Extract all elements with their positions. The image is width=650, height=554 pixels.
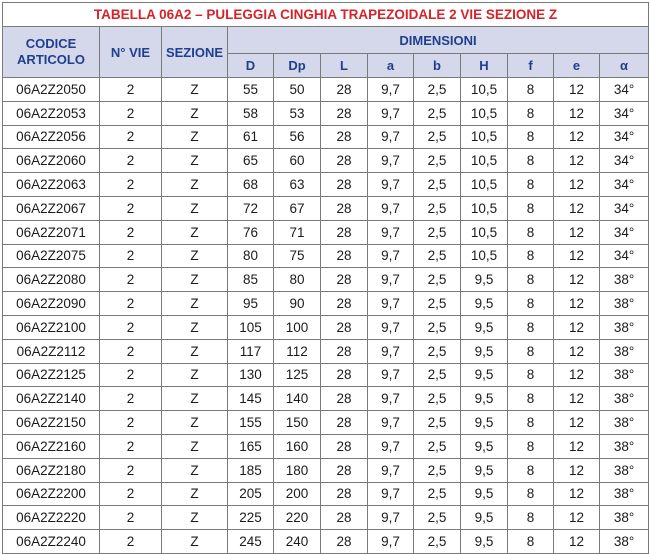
cell-h: 9,5 — [461, 458, 508, 482]
cell-l: 28 — [321, 458, 368, 482]
cell-alpha: 34° — [600, 196, 649, 220]
cell-f: 8 — [508, 292, 554, 316]
cell-alpha: 38° — [600, 458, 649, 482]
header-dim-dp: Dp — [274, 54, 321, 78]
cell-h: 9,5 — [461, 506, 508, 530]
cell-dp: 125 — [274, 363, 321, 387]
table-row — [3, 220, 649, 244]
cell-l: 28 — [321, 268, 368, 292]
cell-codice-articolo: 06A2Z2071 — [3, 220, 100, 244]
cell-h: 9,5 — [461, 387, 508, 411]
table-row — [3, 173, 649, 197]
header-n-vie: N° VIE — [100, 27, 162, 78]
table-row — [3, 196, 649, 220]
cell-e: 12 — [554, 363, 600, 387]
cell-e: 12 — [554, 387, 600, 411]
cell-a: 9,7 — [368, 268, 414, 292]
cell-b: 2,5 — [414, 482, 461, 506]
cell-f: 8 — [508, 78, 554, 102]
cell-b: 2,5 — [414, 149, 461, 173]
cell-h: 9,5 — [461, 268, 508, 292]
cell-alpha: 34° — [600, 149, 649, 173]
cell-codice-articolo: 06A2Z2112 — [3, 339, 100, 363]
cell-a: 9,7 — [368, 125, 414, 149]
cell-a: 9,7 — [368, 458, 414, 482]
cell-f: 8 — [508, 196, 554, 220]
cell-a: 9,7 — [368, 78, 414, 102]
cell-n-vie: 2 — [100, 458, 162, 482]
cell-a: 9,7 — [368, 387, 414, 411]
cell-d: 225 — [228, 506, 274, 530]
cell-n-vie: 2 — [100, 506, 162, 530]
cell-d: 165 — [228, 434, 274, 458]
cell-codice-articolo: 06A2Z2063 — [3, 173, 100, 197]
cell-dp: 50 — [274, 78, 321, 102]
cell-dp: 220 — [274, 506, 321, 530]
cell-n-vie: 2 — [100, 244, 162, 268]
cell-dp: 180 — [274, 458, 321, 482]
cell-h: 10,5 — [461, 149, 508, 173]
cell-l: 28 — [321, 244, 368, 268]
cell-alpha: 38° — [600, 434, 649, 458]
cell-l: 28 — [321, 292, 368, 316]
cell-l: 28 — [321, 101, 368, 125]
cell-alpha: 38° — [600, 268, 649, 292]
cell-l: 28 — [321, 125, 368, 149]
table-row — [3, 458, 649, 482]
cell-f: 8 — [508, 458, 554, 482]
cell-e: 12 — [554, 458, 600, 482]
cell-h: 9,5 — [461, 434, 508, 458]
cell-h: 10,5 — [461, 244, 508, 268]
cell-l: 28 — [321, 434, 368, 458]
cell-b: 2,5 — [414, 196, 461, 220]
cell-dp: 71 — [274, 220, 321, 244]
cell-b: 2,5 — [414, 78, 461, 102]
cell-alpha: 34° — [600, 220, 649, 244]
cell-b: 2,5 — [414, 292, 461, 316]
cell-sezione: Z — [162, 292, 228, 316]
header-dim-alpha: α — [600, 54, 649, 78]
cell-sezione: Z — [162, 268, 228, 292]
cell-codice-articolo: 06A2Z2180 — [3, 458, 100, 482]
cell-a: 9,7 — [368, 339, 414, 363]
table-row — [3, 530, 649, 554]
cell-dp: 56 — [274, 125, 321, 149]
cell-dp: 150 — [274, 411, 321, 435]
cell-b: 2,5 — [414, 530, 461, 554]
table-title: TABELLA 06A2 – PULEGGIA CINGHIA TRAPEZOIDALE 2 VIE SEZIONE Z — [3, 3, 649, 27]
cell-alpha: 38° — [600, 411, 649, 435]
cell-h: 9,5 — [461, 292, 508, 316]
cell-b: 2,5 — [414, 125, 461, 149]
cell-sezione: Z — [162, 506, 228, 530]
cell-alpha: 34° — [600, 125, 649, 149]
table-row — [3, 506, 649, 530]
cell-b: 2,5 — [414, 315, 461, 339]
cell-sezione: Z — [162, 173, 228, 197]
cell-n-vie: 2 — [100, 482, 162, 506]
cell-codice-articolo: 06A2Z2056 — [3, 125, 100, 149]
cell-d: 72 — [228, 196, 274, 220]
cell-n-vie: 2 — [100, 530, 162, 554]
pulley-table — [2, 2, 649, 554]
cell-f: 8 — [508, 173, 554, 197]
cell-d: 61 — [228, 125, 274, 149]
cell-alpha: 34° — [600, 173, 649, 197]
cell-l: 28 — [321, 220, 368, 244]
cell-dp: 112 — [274, 339, 321, 363]
cell-codice-articolo: 06A2Z2050 — [3, 78, 100, 102]
cell-codice-articolo: 06A2Z2160 — [3, 434, 100, 458]
cell-d: 55 — [228, 78, 274, 102]
cell-b: 2,5 — [414, 387, 461, 411]
header-dim-d: D — [228, 54, 274, 78]
cell-sezione: Z — [162, 125, 228, 149]
table-row — [3, 434, 649, 458]
cell-n-vie: 2 — [100, 434, 162, 458]
header-row-1 — [3, 27, 649, 54]
cell-e: 12 — [554, 196, 600, 220]
cell-n-vie: 2 — [100, 78, 162, 102]
cell-n-vie: 2 — [100, 173, 162, 197]
cell-sezione: Z — [162, 363, 228, 387]
cell-l: 28 — [321, 196, 368, 220]
cell-l: 28 — [321, 149, 368, 173]
cell-b: 2,5 — [414, 458, 461, 482]
header-dim-f: f — [508, 54, 554, 78]
cell-dp: 240 — [274, 530, 321, 554]
cell-dp: 140 — [274, 387, 321, 411]
cell-sezione: Z — [162, 101, 228, 125]
cell-dp: 90 — [274, 292, 321, 316]
cell-alpha: 38° — [600, 339, 649, 363]
cell-f: 8 — [508, 387, 554, 411]
cell-e: 12 — [554, 482, 600, 506]
cell-d: 85 — [228, 268, 274, 292]
cell-n-vie: 2 — [100, 411, 162, 435]
cell-n-vie: 2 — [100, 149, 162, 173]
cell-sezione: Z — [162, 149, 228, 173]
cell-e: 12 — [554, 339, 600, 363]
cell-f: 8 — [508, 434, 554, 458]
table-row — [3, 292, 649, 316]
cell-e: 12 — [554, 220, 600, 244]
cell-a: 9,7 — [368, 220, 414, 244]
cell-b: 2,5 — [414, 244, 461, 268]
cell-h: 9,5 — [461, 411, 508, 435]
cell-a: 9,7 — [368, 244, 414, 268]
cell-d: 117 — [228, 339, 274, 363]
cell-a: 9,7 — [368, 363, 414, 387]
header-dim-b: b — [414, 54, 461, 78]
cell-codice-articolo: 06A2Z2053 — [3, 101, 100, 125]
cell-sezione: Z — [162, 411, 228, 435]
cell-dp: 67 — [274, 196, 321, 220]
cell-h: 9,5 — [461, 339, 508, 363]
header-dim-e: e — [554, 54, 600, 78]
cell-sezione: Z — [162, 482, 228, 506]
cell-a: 9,7 — [368, 482, 414, 506]
cell-e: 12 — [554, 173, 600, 197]
cell-a: 9,7 — [368, 196, 414, 220]
cell-codice-articolo: 06A2Z2200 — [3, 482, 100, 506]
cell-d: 245 — [228, 530, 274, 554]
table-row — [3, 244, 649, 268]
cell-e: 12 — [554, 78, 600, 102]
cell-l: 28 — [321, 482, 368, 506]
cell-f: 8 — [508, 482, 554, 506]
cell-b: 2,5 — [414, 220, 461, 244]
cell-alpha: 38° — [600, 482, 649, 506]
header-dim-h: H — [461, 54, 508, 78]
cell-dp: 160 — [274, 434, 321, 458]
cell-l: 28 — [321, 530, 368, 554]
header-dim-a: a — [368, 54, 414, 78]
cell-dp: 53 — [274, 101, 321, 125]
cell-n-vie: 2 — [100, 220, 162, 244]
cell-codice-articolo: 06A2Z2080 — [3, 268, 100, 292]
cell-a: 9,7 — [368, 506, 414, 530]
cell-d: 58 — [228, 101, 274, 125]
cell-h: 10,5 — [461, 125, 508, 149]
cell-f: 8 — [508, 244, 554, 268]
cell-b: 2,5 — [414, 101, 461, 125]
cell-l: 28 — [321, 78, 368, 102]
cell-f: 8 — [508, 506, 554, 530]
header-dimensioni: DIMENSIONI — [228, 27, 649, 54]
cell-a: 9,7 — [368, 292, 414, 316]
cell-d: 155 — [228, 411, 274, 435]
table-row — [3, 411, 649, 435]
header-dim-l: L — [321, 54, 368, 78]
cell-d: 76 — [228, 220, 274, 244]
cell-e: 12 — [554, 506, 600, 530]
cell-n-vie: 2 — [100, 315, 162, 339]
cell-e: 12 — [554, 149, 600, 173]
cell-f: 8 — [508, 363, 554, 387]
cell-alpha: 34° — [600, 101, 649, 125]
cell-n-vie: 2 — [100, 125, 162, 149]
cell-d: 145 — [228, 387, 274, 411]
cell-codice-articolo: 06A2Z2075 — [3, 244, 100, 268]
cell-alpha: 38° — [600, 315, 649, 339]
title-row — [3, 3, 649, 27]
table-row — [3, 125, 649, 149]
cell-a: 9,7 — [368, 149, 414, 173]
cell-e: 12 — [554, 292, 600, 316]
cell-sezione: Z — [162, 220, 228, 244]
cell-e: 12 — [554, 411, 600, 435]
cell-f: 8 — [508, 530, 554, 554]
cell-alpha: 38° — [600, 506, 649, 530]
cell-n-vie: 2 — [100, 387, 162, 411]
cell-e: 12 — [554, 315, 600, 339]
cell-sezione: Z — [162, 315, 228, 339]
table-row — [3, 339, 649, 363]
cell-dp: 60 — [274, 149, 321, 173]
cell-e: 12 — [554, 244, 600, 268]
cell-h: 10,5 — [461, 78, 508, 102]
cell-b: 2,5 — [414, 411, 461, 435]
table-row — [3, 149, 649, 173]
cell-e: 12 — [554, 101, 600, 125]
table-row — [3, 482, 649, 506]
cell-codice-articolo: 06A2Z2067 — [3, 196, 100, 220]
cell-sezione: Z — [162, 196, 228, 220]
cell-d: 205 — [228, 482, 274, 506]
cell-d: 105 — [228, 315, 274, 339]
cell-f: 8 — [508, 101, 554, 125]
cell-dp: 100 — [274, 315, 321, 339]
cell-a: 9,7 — [368, 434, 414, 458]
table-row — [3, 78, 649, 102]
cell-d: 68 — [228, 173, 274, 197]
cell-b: 2,5 — [414, 173, 461, 197]
cell-f: 8 — [508, 268, 554, 292]
cell-n-vie: 2 — [100, 268, 162, 292]
cell-d: 65 — [228, 149, 274, 173]
cell-alpha: 38° — [600, 530, 649, 554]
cell-alpha: 38° — [600, 363, 649, 387]
cell-a: 9,7 — [368, 315, 414, 339]
table-row — [3, 268, 649, 292]
table-row — [3, 387, 649, 411]
cell-sezione: Z — [162, 458, 228, 482]
cell-l: 28 — [321, 173, 368, 197]
cell-f: 8 — [508, 339, 554, 363]
cell-codice-articolo: 06A2Z2150 — [3, 411, 100, 435]
cell-f: 8 — [508, 315, 554, 339]
cell-h: 9,5 — [461, 363, 508, 387]
cell-h: 10,5 — [461, 173, 508, 197]
cell-a: 9,7 — [368, 530, 414, 554]
cell-f: 8 — [508, 125, 554, 149]
cell-d: 130 — [228, 363, 274, 387]
cell-l: 28 — [321, 411, 368, 435]
cell-codice-articolo: 06A2Z2060 — [3, 149, 100, 173]
cell-codice-articolo: 06A2Z2140 — [3, 387, 100, 411]
cell-f: 8 — [508, 411, 554, 435]
cell-l: 28 — [321, 387, 368, 411]
cell-l: 28 — [321, 363, 368, 387]
cell-alpha: 34° — [600, 78, 649, 102]
table-body — [3, 78, 649, 554]
cell-h: 10,5 — [461, 196, 508, 220]
cell-h: 9,5 — [461, 315, 508, 339]
cell-b: 2,5 — [414, 506, 461, 530]
cell-sezione: Z — [162, 434, 228, 458]
cell-l: 28 — [321, 315, 368, 339]
cell-n-vie: 2 — [100, 292, 162, 316]
cell-sezione: Z — [162, 78, 228, 102]
cell-b: 2,5 — [414, 268, 461, 292]
cell-sezione: Z — [162, 244, 228, 268]
cell-codice-articolo: 06A2Z2240 — [3, 530, 100, 554]
cell-l: 28 — [321, 506, 368, 530]
cell-codice-articolo: 06A2Z2220 — [3, 506, 100, 530]
table-row — [3, 315, 649, 339]
cell-codice-articolo: 06A2Z2100 — [3, 315, 100, 339]
cell-codice-articolo: 06A2Z2090 — [3, 292, 100, 316]
cell-h: 9,5 — [461, 530, 508, 554]
cell-n-vie: 2 — [100, 196, 162, 220]
cell-dp: 80 — [274, 268, 321, 292]
cell-b: 2,5 — [414, 434, 461, 458]
cell-e: 12 — [554, 530, 600, 554]
cell-dp: 200 — [274, 482, 321, 506]
cell-f: 8 — [508, 149, 554, 173]
cell-d: 95 — [228, 292, 274, 316]
cell-alpha: 38° — [600, 387, 649, 411]
cell-f: 8 — [508, 220, 554, 244]
cell-e: 12 — [554, 268, 600, 292]
cell-dp: 75 — [274, 244, 321, 268]
cell-h: 9,5 — [461, 482, 508, 506]
cell-dp: 63 — [274, 173, 321, 197]
cell-a: 9,7 — [368, 173, 414, 197]
cell-sezione: Z — [162, 387, 228, 411]
cell-e: 12 — [554, 125, 600, 149]
table-row — [3, 101, 649, 125]
cell-e: 12 — [554, 434, 600, 458]
cell-d: 80 — [228, 244, 274, 268]
cell-alpha: 38° — [600, 292, 649, 316]
cell-b: 2,5 — [414, 363, 461, 387]
cell-alpha: 34° — [600, 244, 649, 268]
cell-codice-articolo: 06A2Z2125 — [3, 363, 100, 387]
cell-a: 9,7 — [368, 101, 414, 125]
cell-h: 10,5 — [461, 101, 508, 125]
cell-h: 10,5 — [461, 220, 508, 244]
cell-n-vie: 2 — [100, 339, 162, 363]
header-sezione: SEZIONE — [162, 27, 228, 78]
cell-l: 28 — [321, 339, 368, 363]
table-row — [3, 363, 649, 387]
cell-sezione: Z — [162, 530, 228, 554]
cell-n-vie: 2 — [100, 101, 162, 125]
cell-d: 185 — [228, 458, 274, 482]
cell-n-vie: 2 — [100, 363, 162, 387]
cell-a: 9,7 — [368, 411, 414, 435]
cell-b: 2,5 — [414, 339, 461, 363]
header-codice-articolo: CODICE ARTICOLO — [3, 27, 100, 78]
cell-sezione: Z — [162, 339, 228, 363]
